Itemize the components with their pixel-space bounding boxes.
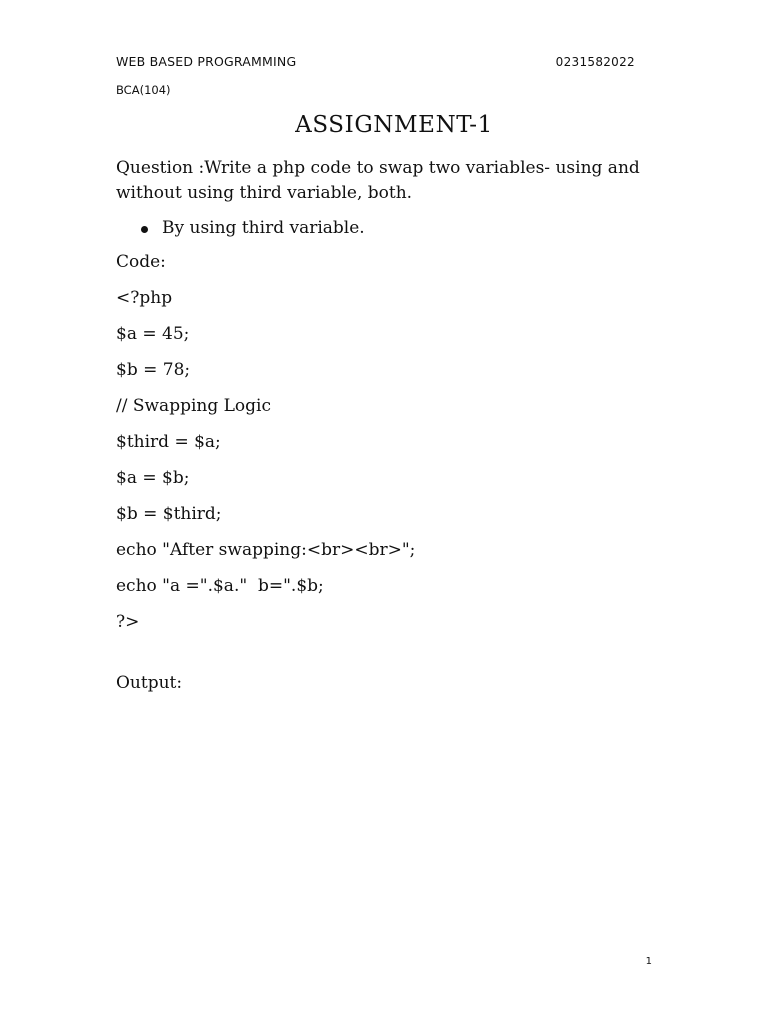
code-line: $a = $b; (116, 468, 190, 488)
bullet-dot-icon (141, 226, 148, 233)
document-body (116, 156, 656, 707)
roll-number: 0231582022 (555, 55, 635, 69)
code-line: $a = 45; (116, 324, 190, 344)
code-line: echo "a =".$a." b=".$b; (116, 576, 324, 596)
assignment-title: ASSIGNMENT-1 (295, 112, 493, 138)
class-code: BCA(104) (116, 83, 171, 97)
page-number: 1 (645, 956, 652, 967)
code-line: echo "After swapping:<br><br>"; (116, 540, 416, 560)
code-block (116, 286, 656, 635)
bullet-item (116, 216, 656, 241)
code-label: Code: (116, 252, 166, 272)
code-line: <?php (116, 288, 173, 308)
question-text: Question :Write a php code to swap two variables- using and without using third variable, both. (116, 158, 640, 203)
code-line: $b = $third; (116, 504, 222, 524)
code-line: $third = $a; (116, 432, 221, 452)
bullet-list (116, 216, 656, 241)
code-line: $b = 78; (116, 360, 191, 380)
output-label: Output: (116, 673, 183, 693)
code-line: ?> (116, 612, 140, 632)
code-line: // Swapping Logic (116, 396, 271, 416)
course-name: WEB BASED PROGRAMMING (116, 54, 297, 69)
bullet-text: By using third variable. (162, 218, 365, 238)
